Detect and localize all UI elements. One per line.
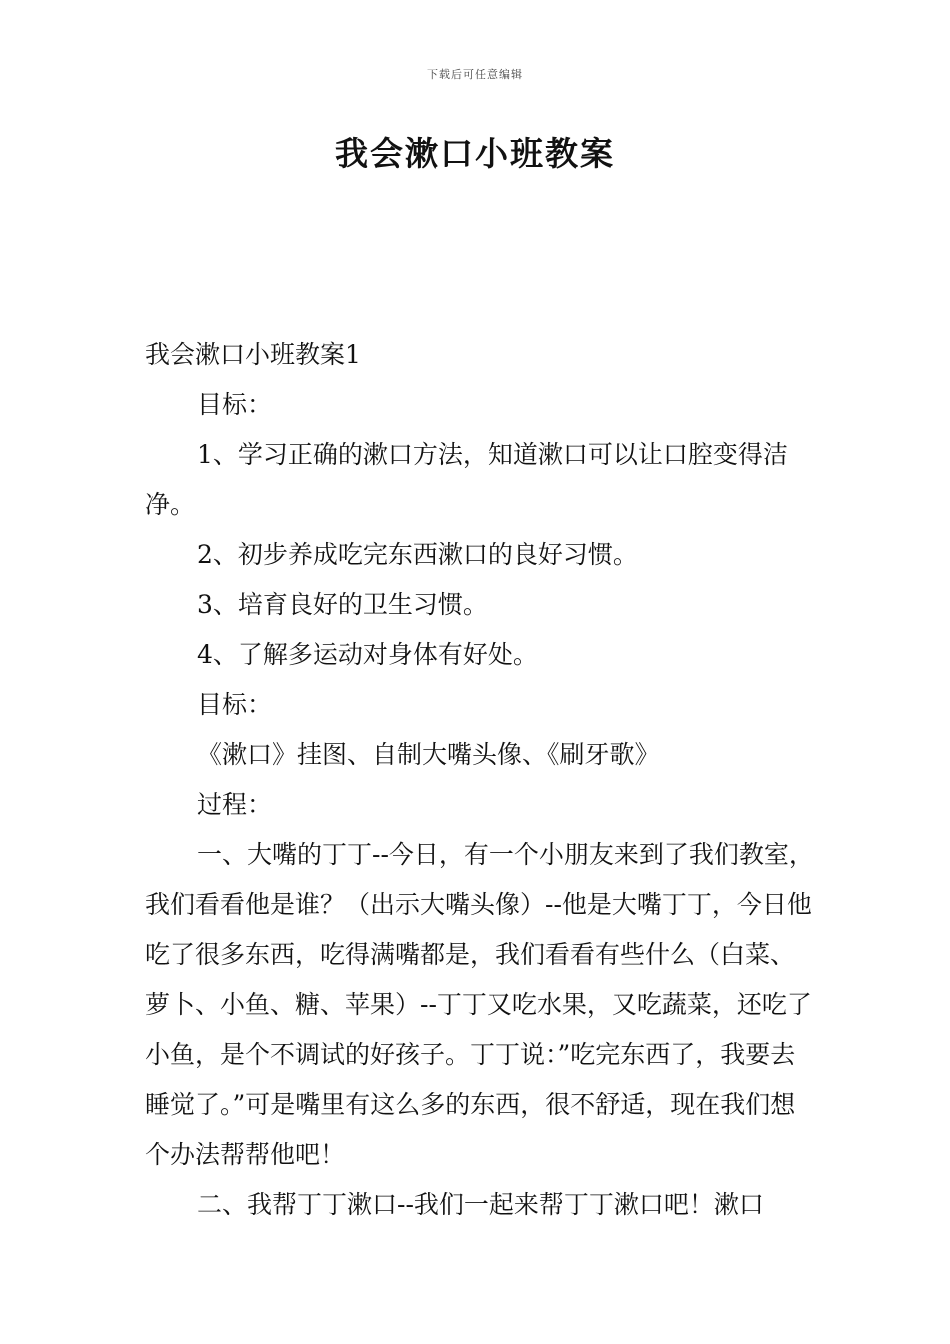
paragraph-goal-3: 3、培育良好的卫生习惯。 <box>197 590 488 619</box>
paragraph-process-step-2: 二、我帮丁丁漱口--我们一起来帮丁丁漱口吧！漱口 <box>197 1190 764 1219</box>
paragraph-process-label: 过程： <box>197 790 273 819</box>
paragraph-goal-2: 2、初步养成吃完东西漱口的良好习惯。 <box>197 540 638 569</box>
header-note: 下载后可任意编辑 <box>427 68 523 81</box>
paragraph-goal-label: 目标： <box>197 390 273 419</box>
paragraph-process-step-1: 一、大嘴的丁丁--今日，有一个小朋友来到了我们教室，我们看看他是谁？（出示大嘴头像）--他是大嘴丁丁，今日他吃了很多东西，吃得满嘴都是，我们看看有些什么（白菜、萝卜、小鱼、糖、苹果）--丁丁又吃水果，又吃蔬菜，还吃了小鱼，是个不调试的好孩子。丁丁说：”吃完东西了，我要去睡觉了。”可是嘴里有这么多的东西，很不舒适，现在我们想个办法帮帮他吧！ <box>145 840 814 1169</box>
document-title: 我会漱口小班教案 <box>335 134 615 173</box>
document-body <box>145 330 817 1230</box>
section-heading: 我会漱口小班教案1 <box>145 340 361 369</box>
paragraph-materials-label: 目标： <box>197 690 273 719</box>
paragraph-goal-1: 1、学习正确的漱口方法，知道漱口可以让口腔变得洁净。 <box>145 440 788 519</box>
paragraph-materials: 《漱口》挂图、自制大嘴头像、《刷牙歌》 <box>197 740 660 769</box>
paragraph-goal-4: 4、了解多运动对身体有好处。 <box>197 640 538 669</box>
